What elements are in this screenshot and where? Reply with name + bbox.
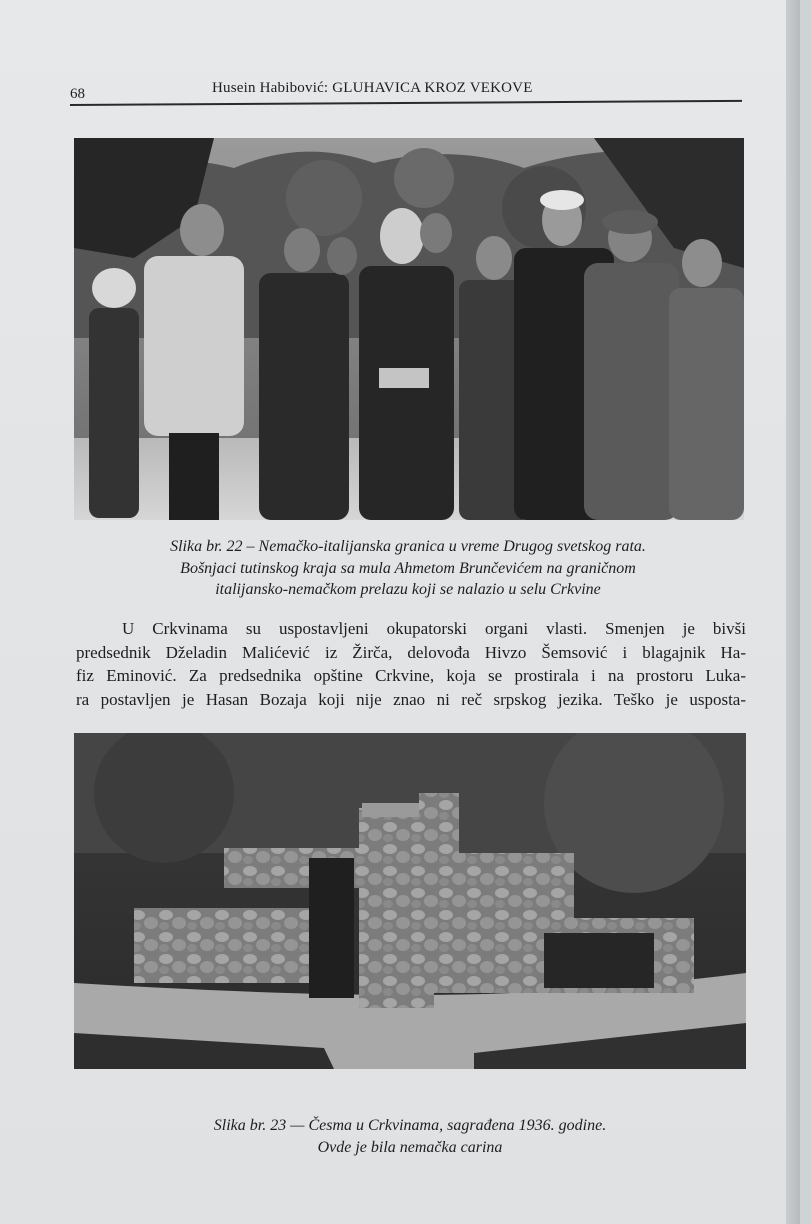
paragraph-line: ra postavljen je Hasan Bozaja koji nije znao ni reč srpskog jezika. Teško je usposta- <box>76 689 746 709</box>
fountain-photo <box>74 733 746 1069</box>
paragraph-line: predsednik Dželadin Malićević iz Žirča, delovođa Hivzo Šemsović i blagajnik Ha- <box>76 642 746 662</box>
group-photo <box>74 138 744 520</box>
fountain-photo-image <box>74 733 746 1069</box>
body-paragraph <box>76 617 746 711</box>
caption-line: Ovde je bila nemačka carina <box>317 1138 503 1156</box>
caption-line: italijansko-nemačkom prelazu koji se nalazio u selu Crkvine <box>215 581 601 598</box>
caption-line: Slika br. 22 – Nemačko-italijanska granica u vreme Drugog svetskog rata. <box>170 538 646 555</box>
running-head: Husein Habibović: GLUHAVICA KROZ VEKOVE <box>212 80 533 96</box>
paragraph-line: fiz Eminović. Za predsednika opštine Crkvine, koja se prostirala i na prostoru Luka- <box>76 666 746 685</box>
paragraph-line: U Crkvinama su uspostavljeni okupatorski organi vlasti. Smenjen je bivši <box>122 619 746 638</box>
figure-22-caption <box>88 536 728 601</box>
figure-23-caption <box>100 1115 720 1158</box>
page-number: 68 <box>70 86 85 102</box>
group-photo-image <box>74 138 744 520</box>
page-edge <box>786 0 800 1224</box>
caption-line: Slika br. 23 — Česma u Crkvinama, sagrađena 1936. godine. <box>213 1117 607 1134</box>
caption-line: Bošnjaci tutinskog kraja sa mula Ahmetom Brunčevićem na graničnom <box>180 559 636 577</box>
